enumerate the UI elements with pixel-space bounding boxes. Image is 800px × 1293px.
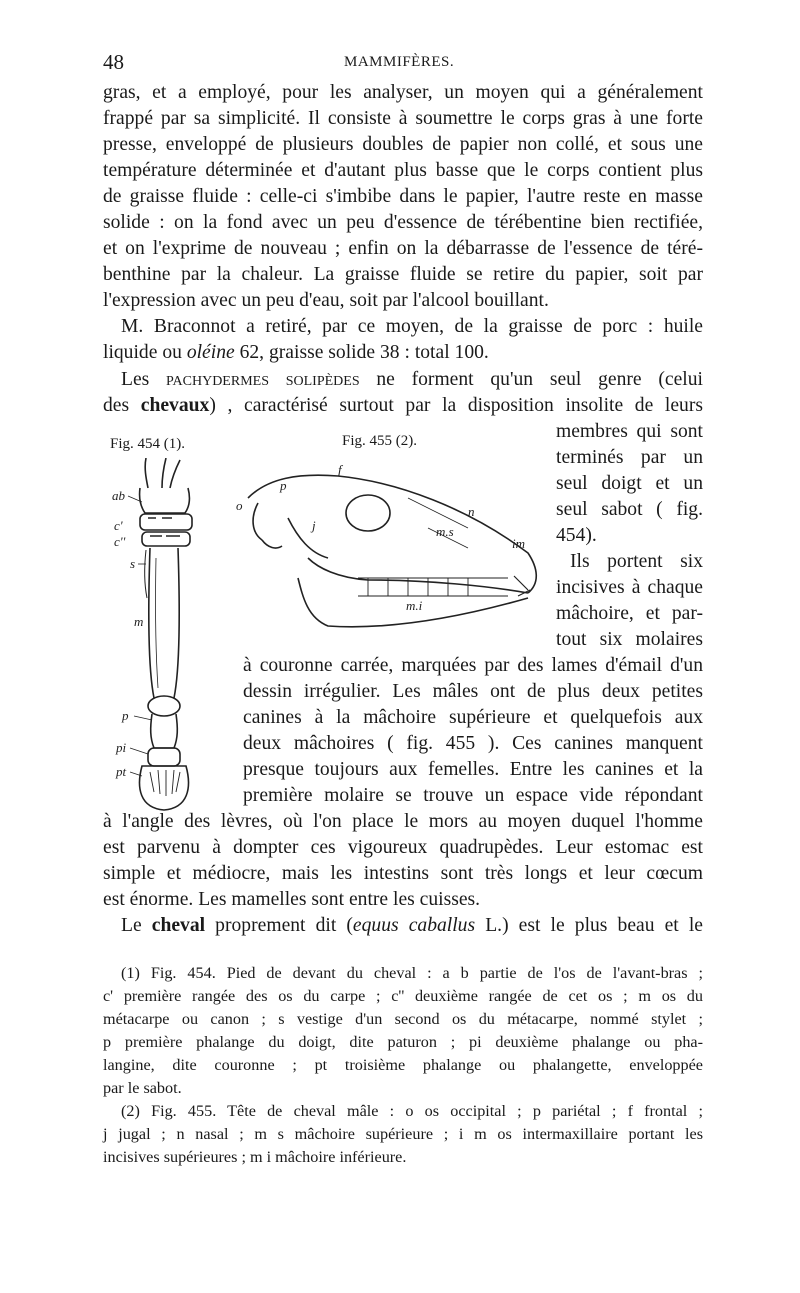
label-pt: pt bbox=[116, 764, 127, 779]
footnote-2-line: j jugal ; n nasal ; m s mâchoire supérieure ; i m os intermaxillaire portant les bbox=[103, 1125, 703, 1143]
bold-term: cheval bbox=[151, 915, 206, 936]
body-line: presse, enveloppé de plusieurs doubles de papier non collé, et sous une bbox=[103, 134, 703, 155]
text-run: liquide ou bbox=[103, 342, 187, 363]
body-line: dessin irrégulier. Les mâles ont de plus deux petites bbox=[243, 681, 703, 702]
text-run: des bbox=[103, 395, 141, 416]
body-line: mâchoire, et par- bbox=[556, 603, 703, 624]
body-line: incisives à chaque bbox=[556, 577, 703, 598]
text-run: 62, graisse solide 38 : total 100. bbox=[234, 342, 489, 363]
label-c-double-prime: c'' bbox=[114, 534, 126, 549]
italic-term: equus caballus bbox=[352, 915, 476, 936]
bold-term: chevaux bbox=[140, 395, 210, 416]
body-line: Ils portent six bbox=[570, 551, 703, 572]
label-j: j bbox=[312, 518, 316, 533]
running-title: MAMMIFÈRES. bbox=[344, 54, 455, 70]
body-line: membres qui sont bbox=[556, 421, 703, 442]
label-p: p bbox=[122, 708, 129, 723]
body-line: température déterminée et d'autant plus basse que le corps contient plus bbox=[103, 160, 703, 181]
body-line: l'expression avec un peu d'eau, soit par l'alcool bouillant. bbox=[103, 290, 549, 311]
text-run: Le bbox=[121, 915, 152, 936]
body-line bbox=[121, 367, 703, 394]
text-run: ne forment qu'un seul genre (celui bbox=[359, 369, 703, 390]
body-line: canines à la mâchoire supérieure et quelquefois aux bbox=[243, 707, 703, 728]
label-s: s bbox=[130, 556, 136, 571]
body-line: et on l'exprime de nouveau ; enfin on la débarrasse de l'essence de téré- bbox=[103, 238, 703, 259]
body-line: seul doigt et un bbox=[556, 473, 703, 494]
label-m: m bbox=[134, 614, 144, 629]
label-n: n bbox=[468, 504, 475, 519]
text-run: proprement dit ( bbox=[205, 915, 353, 936]
body-line: deux mâchoires ( fig. 455 ). Ces canines manquent bbox=[243, 733, 703, 754]
body-line: de graisse fluide : celle-ci s'imbibe dans le papier, l'autre reste en masse bbox=[103, 186, 703, 207]
footnote-1-line: p première phalange du doigt, dite paturon ; pi deuxième phalange ou pha- bbox=[103, 1033, 703, 1051]
body-line: frappé par sa simplicité. Il consiste à soumettre le corps gras à une forte bbox=[103, 108, 703, 129]
figure-454-foot-illustration bbox=[100, 458, 230, 818]
footnote-2-line: (2) Fig. 455. Tête de cheval mâle : o os occipital ; p pariétal ; f frontal ; bbox=[121, 1102, 703, 1120]
body-line: gras, et a employé, pour les analyser, un moyen qui a généralement bbox=[103, 82, 703, 103]
label-im: im bbox=[512, 536, 525, 551]
body-line: M. Braconnot a retiré, par ce moyen, de la graisse de porc : huile bbox=[121, 316, 703, 337]
text-run: ) , caractérisé surtout par la disposition insolite de leurs bbox=[209, 395, 703, 416]
label-f: f bbox=[338, 462, 342, 477]
label-ab: ab bbox=[112, 488, 125, 503]
body-line: terminés par un bbox=[556, 447, 703, 468]
footnote-1-line: c' première rangée des os du carpe ; c'' deuxième rangée de cet os ; m os du bbox=[103, 987, 703, 1005]
body-line: première molaire se trouve un espace vide répondant bbox=[243, 785, 703, 806]
body-line: à couronne carrée, marquées par des lames d'émail d'un bbox=[243, 655, 703, 676]
body-line: seul sabot ( fig. bbox=[556, 499, 703, 520]
italic-term: oléine bbox=[186, 342, 235, 363]
footnote-2-line: incisives supérieures ; m i mâchoire inférieure. bbox=[103, 1148, 407, 1166]
body-line bbox=[103, 393, 703, 420]
body-line: presque toujours aux femelles. Entre les canines et la bbox=[243, 759, 703, 780]
text-run: L.) est le plus beau et le bbox=[475, 915, 703, 936]
footnote-1-line: métacarpe ou canon ; s vestige d'un second os du métacarpe, nommé stylet ; bbox=[103, 1010, 703, 1028]
body-line: est parvenu à dompter ces vigoureux quadrupèdes. Leur estomac est bbox=[103, 837, 703, 858]
footnote-1-line: langine, dite couronne ; pt troisième phalange ou phalangette, enveloppée bbox=[103, 1056, 703, 1074]
small-caps-term: pachydermes solipèdes bbox=[166, 369, 360, 390]
footnote-1-line: (1) Fig. 454. Pied de devant du cheval : a b partie de l'os de l'avant-bras ; bbox=[121, 964, 703, 982]
figure-455-caption: Fig. 455 (2). bbox=[342, 433, 417, 449]
body-line: est énorme. Les mamelles sont entre les cuisses. bbox=[103, 889, 481, 910]
label-mi: m.i bbox=[406, 598, 423, 613]
footnote-1-line: par le sabot. bbox=[103, 1079, 182, 1097]
body-line: benthine par la chaleur. La graisse fluide se retire du papier, soit par bbox=[103, 264, 703, 285]
label-p: p bbox=[280, 478, 287, 493]
body-line bbox=[103, 340, 703, 367]
body-line bbox=[121, 913, 703, 940]
label-c-prime: c' bbox=[114, 518, 123, 533]
body-line: 454). bbox=[556, 525, 597, 546]
figure-455-skull-illustration bbox=[228, 458, 548, 638]
body-line: solide : on la fond avec un peu d'essence de térébentine bien rectifiée, bbox=[103, 212, 703, 233]
body-line: tout six molaires bbox=[556, 629, 703, 650]
body-line: simple et médiocre, mais les intestins sont très longs et leur cœcum bbox=[103, 863, 703, 884]
label-o: o bbox=[236, 498, 243, 513]
text-run: Les bbox=[121, 369, 167, 390]
page-number: 48 bbox=[103, 50, 124, 74]
figure-454-caption: Fig. 454 (1). bbox=[110, 436, 185, 452]
label-pi: pi bbox=[116, 740, 127, 755]
body-line: à l'angle des lèvres, où l'on place le mors au moyen duquel l'homme bbox=[103, 811, 703, 832]
label-ms: m.s bbox=[436, 524, 454, 539]
